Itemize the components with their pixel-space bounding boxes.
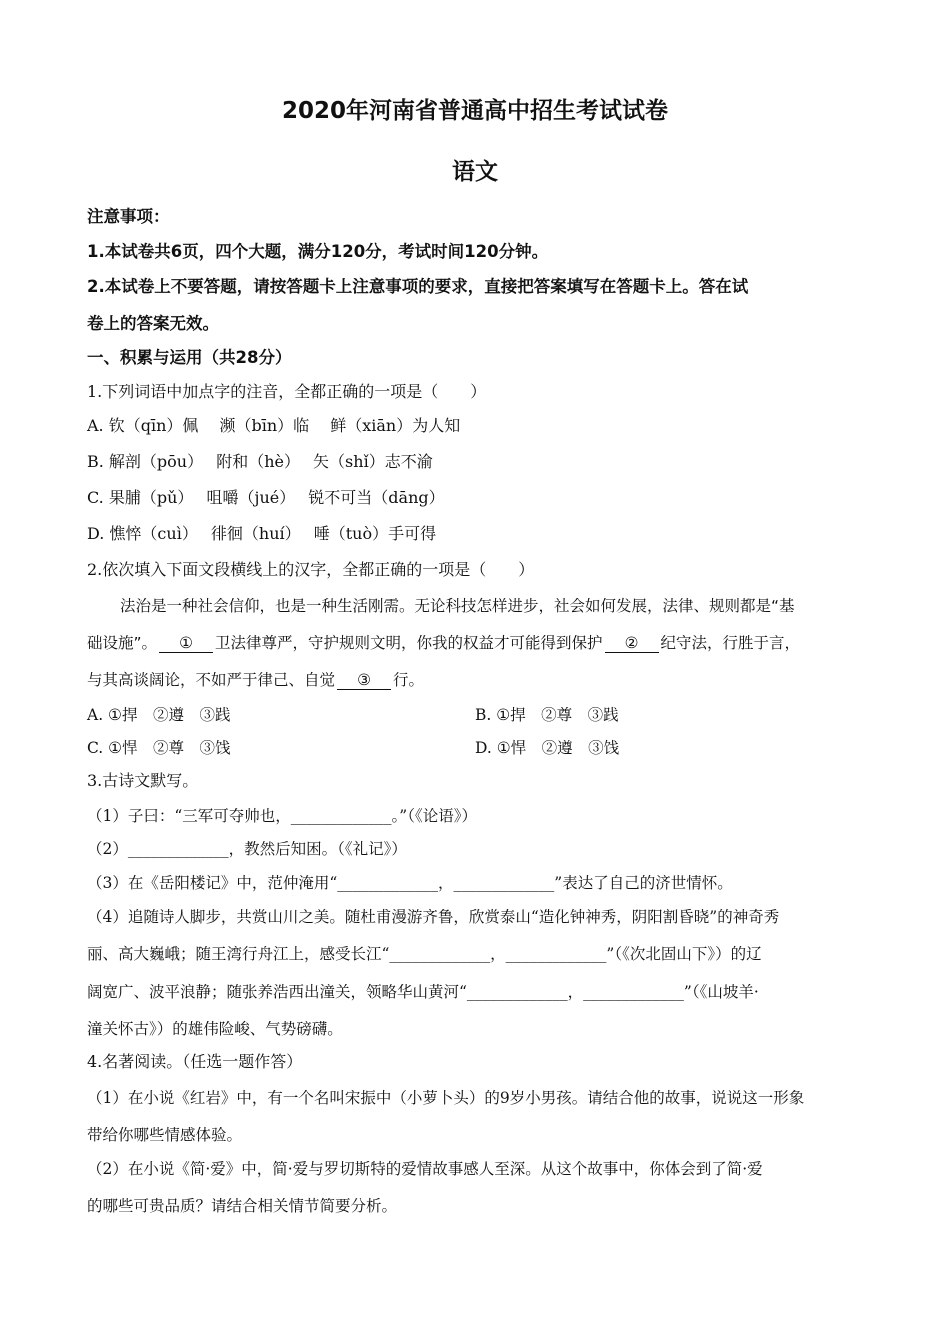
q4-stem: 4.名著阅读。（任选一题作答） — [87, 1052, 303, 1071]
q2-passage-text-a: 础设施”。 — [87, 634, 158, 652]
q2-stem: 2.依次填入下面文段横线上的汉字，全都正确的一项是（ ） — [87, 560, 535, 579]
q1-option-a: A. 钦（qīn）佩 濒（bīn）临 鲜（xiān）为人知 — [87, 416, 461, 435]
q4-item-2-line-2: 的哪些可贵品质？请结合相关情节简要分析。 — [87, 1197, 398, 1215]
q3-stem: 3.古诗文默写。 — [87, 771, 199, 790]
q2-blank-3: ③ — [337, 671, 391, 690]
q2-blank-2: ② — [605, 634, 659, 653]
q3-item-4-line-1: （4）追随诗人脚步，共赏山川之美。随杜甫漫游齐鲁，欣赏泰山“造化钟神秀，阴阳割昏晓”的神奇秀 — [87, 908, 780, 926]
q2-blank-1: ① — [159, 634, 213, 653]
notice-item-2-line-2: 卷上的答案无效。 — [87, 314, 219, 333]
q2-option-b: B. ①捍 ②尊 ③践 — [475, 706, 619, 724]
exam-title: 2020年河南省普通高中招生考试试卷 — [281, 98, 668, 124]
q2-passage-text-c: 卫法律尊严，守护规则文明，你我的权益才可能得到保护 — [215, 634, 603, 652]
q3-item-2: （2）_____________，教然后知困。（《礼记》） — [87, 840, 407, 858]
q3-item-4-line-4: 潼关怀古》）的雄伟险峻、气势磅礴。 — [87, 1020, 343, 1038]
q4-item-2-line-1: （2）在小说《简·爱》中，简·爱与罗切斯特的爱情故事感人至深。从这个故事中，你体会到了简·爱 — [87, 1160, 763, 1178]
q3-item-4-line-3: 阔宽广、波平浪静；随张养浩西出潼关，领略华山黄河“_____________，_____________”（《山坡羊· — [87, 983, 759, 1001]
q2-passage-text-f: 行。 — [393, 671, 425, 689]
q2-passage-text-e: 与其高谈阔论，不如严于律己、自觉 — [87, 671, 336, 689]
q2-passage-line-1: 法治是一种社会信仰，也是一种生活刚需。无论科技怎样进步，社会如何发展，法律、规则都是“基 — [120, 597, 795, 615]
q2-option-d: D. ①悍 ②遵 ③饯 — [475, 739, 620, 757]
q2-option-c: C. ①悍 ②尊 ③饯 — [87, 739, 231, 757]
q3-item-3: （3）在《岳阳楼记》中，范仲淹用“_____________，_____________”表达了自己的济世情怀。 — [87, 874, 733, 892]
notice-heading: 注意事项： — [87, 207, 170, 226]
q1-option-c: C. 果脯（pǔ） 咀嚼（jué） 锐不可当（dāng） — [87, 488, 445, 507]
q2-passage-text-d: 纪守法，行胜于言， — [660, 634, 801, 652]
q1-option-b: B. 解剖（pōu） 附和（hè） 矢（shǐ）志不渝 — [87, 452, 433, 471]
q3-item-1: （1）子曰：“三军可夺帅也，_____________。”（《论语》） — [87, 807, 477, 825]
notice-item-2-line-1: 2.本试卷上不要答题，请按答题卡上注意事项的要求，直接把答案填写在答题卡上。答在试 — [87, 277, 749, 296]
q4-item-1-line-2: 带给你哪些情感体验。 — [87, 1126, 243, 1144]
q2-passage-line-2 — [87, 633, 800, 653]
notice-item-1: 1.本试卷共6页，四个大题，满分120分，考试时间120分钟。 — [87, 242, 549, 261]
q3-item-4-line-2: 丽、高大巍峨；随王湾行舟江上，感受长江“_____________，_____________”（《次北固山下》）的辽 — [87, 945, 762, 963]
q4-item-1-line-1: （1）在小说《红岩》中，有一个名叫宋振中（小萝卜头）的9岁小男孩。请结合他的故事，说说这一形象 — [87, 1089, 805, 1107]
q1-option-d: D. 憔悴（cuì） 徘徊（huí） 唾（tuò）手可得 — [87, 524, 437, 543]
q1-stem: 1.下列词语中加点字的注音，全都正确的一项是（ ） — [87, 382, 487, 401]
subject-title: 语文 — [452, 159, 498, 185]
q2-option-a: A. ①捍 ②遵 ③践 — [87, 706, 231, 724]
section-1-heading: 一、积累与运用（共28分） — [87, 348, 292, 367]
q2-passage-line-3 — [87, 670, 424, 690]
